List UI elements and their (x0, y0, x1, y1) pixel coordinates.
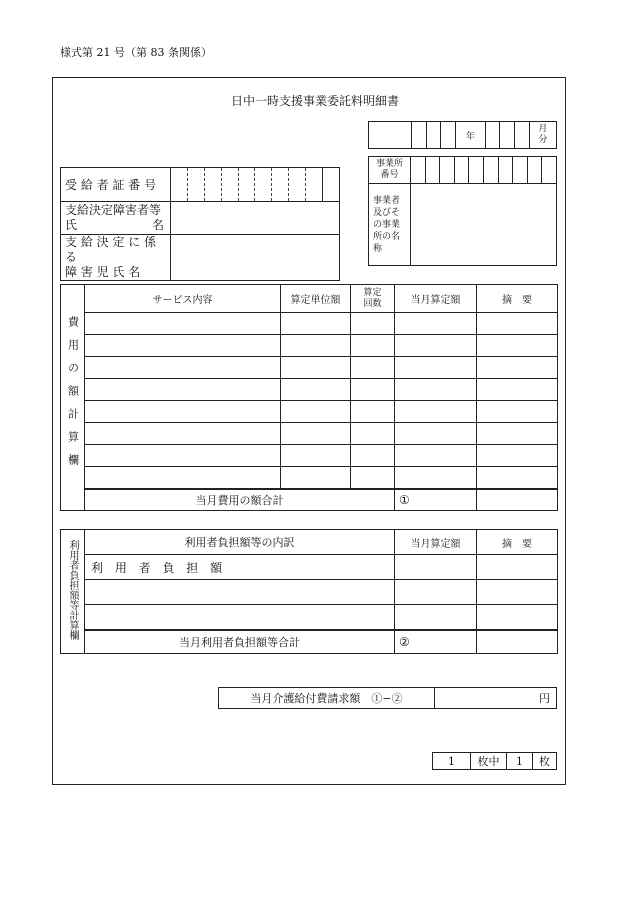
remarks-cell[interactable] (477, 313, 558, 335)
cost-row (61, 445, 558, 467)
form-title: 日中一時支援事業委託料明細書 (230, 94, 399, 108)
pager-table (432, 752, 557, 770)
service-cell[interactable] (85, 379, 281, 401)
unit-amount-cell[interactable] (281, 379, 351, 401)
service-cell[interactable] (85, 357, 281, 379)
month-amount-cell[interactable] (395, 445, 477, 467)
burden-total-remarks[interactable] (477, 630, 558, 654)
cost-row (61, 335, 558, 357)
remarks-cell[interactable] (477, 423, 558, 445)
disabled-name-label-shi: 氏 (65, 218, 78, 232)
count-cell[interactable] (351, 423, 395, 445)
cost-row (61, 313, 558, 335)
pager-mid: 枚中 (471, 753, 507, 770)
office-digit-cell[interactable] (469, 157, 484, 184)
office-digit-cell[interactable] (498, 157, 513, 184)
count-cell[interactable] (351, 379, 395, 401)
burden-remarks-cell[interactable] (477, 580, 558, 605)
office-digit-cell[interactable] (425, 157, 440, 184)
header-remarks: 摘 要 (477, 285, 558, 313)
month-amount-cell[interactable] (395, 335, 477, 357)
year-digit-cell[interactable] (426, 122, 441, 149)
header-month-amount: 当月算定額 (395, 285, 477, 313)
burden-item-cell[interactable] (85, 605, 395, 630)
office-number-label: 事業所 番号 (369, 157, 411, 184)
unit-amount-cell[interactable] (281, 445, 351, 467)
service-cell[interactable] (85, 313, 281, 335)
remarks-cell[interactable] (477, 379, 558, 401)
office-name-label: 事業者 及びそ の事業 所の名 称 (369, 184, 411, 266)
disabled-name-field[interactable] (171, 202, 340, 235)
month-digit-cell[interactable] (515, 122, 530, 149)
count-cell[interactable] (351, 467, 395, 489)
burden-remarks-cell[interactable] (477, 605, 558, 630)
unit-amount-cell[interactable] (281, 335, 351, 357)
burden-side-label-cell (61, 530, 85, 654)
cert-digit-cell[interactable] (255, 168, 272, 202)
unit-amount-cell[interactable] (281, 357, 351, 379)
burden-amount-cell[interactable] (395, 555, 477, 580)
burden-header-month-amount: 当月算定額 (395, 530, 477, 555)
remarks-cell[interactable] (477, 401, 558, 423)
cert-digit-cell[interactable] (204, 168, 221, 202)
service-cell[interactable] (85, 335, 281, 357)
month-amount-cell[interactable] (395, 423, 477, 445)
disabled-name-label-line1: 支給決定障害者等 (65, 203, 162, 217)
unit-amount-cell[interactable] (281, 313, 351, 335)
burden-amount-cell[interactable] (395, 580, 477, 605)
remarks-cell[interactable] (477, 467, 558, 489)
cert-digit-cell[interactable] (221, 168, 238, 202)
remarks-cell[interactable] (477, 357, 558, 379)
month-label: 月 分 (529, 122, 556, 149)
remarks-cell[interactable] (477, 335, 558, 357)
month-amount-cell[interactable] (395, 379, 477, 401)
month-amount-cell[interactable] (395, 313, 477, 335)
office-digit-cell[interactable] (542, 157, 557, 184)
cert-digit-cell[interactable] (289, 168, 306, 202)
claim-label: 当月介護給付費請求額 ①−② (219, 688, 435, 709)
pager-unit: 枚 (533, 753, 557, 770)
office-digit-cell[interactable] (527, 157, 542, 184)
burden-header-remarks: 摘 要 (477, 530, 558, 555)
count-cell[interactable] (351, 313, 395, 335)
service-cell[interactable] (85, 423, 281, 445)
month-amount-cell[interactable] (395, 401, 477, 423)
header-unit-amount: 算定単位額 (281, 285, 351, 313)
office-digit-cell[interactable] (454, 157, 469, 184)
cost-side-label-cell (61, 285, 85, 511)
claim-unit: 円 (539, 692, 550, 705)
cert-digit-cell[interactable] (272, 168, 289, 202)
child-name-field[interactable] (171, 235, 340, 281)
cost-table (60, 284, 558, 511)
office-digit-cell[interactable] (440, 157, 455, 184)
disabled-name-label-mei: 名 (151, 218, 164, 232)
burden-remarks-cell[interactable] (477, 555, 558, 580)
month-digit-cell[interactable] (485, 122, 500, 149)
disabled-name-label (61, 202, 171, 235)
unit-amount-cell[interactable] (281, 467, 351, 489)
burden-total-mark: ② (399, 634, 410, 649)
office-digit-cell[interactable] (483, 157, 498, 184)
claim-amount-cell[interactable] (435, 688, 557, 709)
year-digit-cell[interactable] (441, 122, 456, 149)
cost-row (61, 379, 558, 401)
office-name-field[interactable] (411, 184, 557, 266)
burden-header-breakdown: 利用者負担額等の内訳 (85, 530, 395, 555)
cost-row (61, 357, 558, 379)
burden-side-label: 利用者負担額等計算欄 (67, 540, 78, 640)
cert-number-label: 受 給 者 証 番 号 (61, 168, 171, 202)
form-number: 様式第 21 号（第 83 条関係） (60, 46, 212, 59)
cost-total-remarks[interactable] (477, 489, 558, 511)
unit-amount-cell[interactable] (281, 401, 351, 423)
claim-table (218, 687, 557, 709)
pager-current[interactable]: 1 (433, 753, 471, 770)
service-cell[interactable] (85, 445, 281, 467)
cost-total-label: 当月費用の額合計 (85, 489, 395, 511)
year-digit-cell[interactable] (412, 122, 427, 149)
era-cell[interactable] (369, 122, 412, 149)
remarks-cell[interactable] (477, 445, 558, 467)
child-name-label-line1: 支 給 決 定 に 係 る (65, 235, 157, 264)
office-digit-cell[interactable] (513, 157, 528, 184)
count-cell[interactable] (351, 401, 395, 423)
recipient-table (60, 167, 340, 281)
cert-digit-cell[interactable] (187, 168, 204, 202)
cert-digit-cell[interactable] (171, 168, 188, 202)
cost-total-mark: ① (399, 492, 410, 507)
child-name-label (61, 235, 171, 281)
cost-total-cell[interactable] (395, 489, 477, 511)
unit-amount-cell[interactable] (281, 423, 351, 445)
header-count: 算定 回数 (351, 285, 395, 313)
count-cell[interactable] (351, 335, 395, 357)
pager-total[interactable]: 1 (507, 753, 533, 770)
burden-table (60, 529, 558, 654)
cert-digit-cell[interactable] (238, 168, 255, 202)
cost-row (61, 423, 558, 445)
burden-item-cell[interactable] (85, 580, 395, 605)
burden-total-label: 当月利用者負担額等合計 (85, 630, 395, 654)
date-box (368, 121, 557, 149)
month-digit-cell[interactable] (500, 122, 515, 149)
cert-digit-cell[interactable] (306, 168, 323, 202)
cost-row (61, 467, 558, 489)
burden-total-cell[interactable] (395, 630, 477, 654)
cost-row (61, 401, 558, 423)
provider-table (368, 156, 557, 266)
cost-side-label: 費用の額計算欄 (66, 315, 80, 477)
month-amount-cell[interactable] (395, 357, 477, 379)
office-digit-cell[interactable] (411, 157, 426, 184)
child-name-label-line2: 障 害 児 氏 名 (65, 265, 141, 279)
count-cell[interactable] (351, 357, 395, 379)
month-amount-cell[interactable] (395, 467, 477, 489)
year-label: 年 (456, 122, 485, 149)
burden-row-label: 利 用 者 負 担 額 (85, 555, 395, 580)
service-cell[interactable] (85, 401, 281, 423)
cert-digit-cell[interactable] (323, 168, 340, 202)
service-cell[interactable] (85, 467, 281, 489)
burden-amount-cell[interactable] (395, 605, 477, 630)
count-cell[interactable] (351, 445, 395, 467)
header-service: サービス内容 (85, 285, 281, 313)
